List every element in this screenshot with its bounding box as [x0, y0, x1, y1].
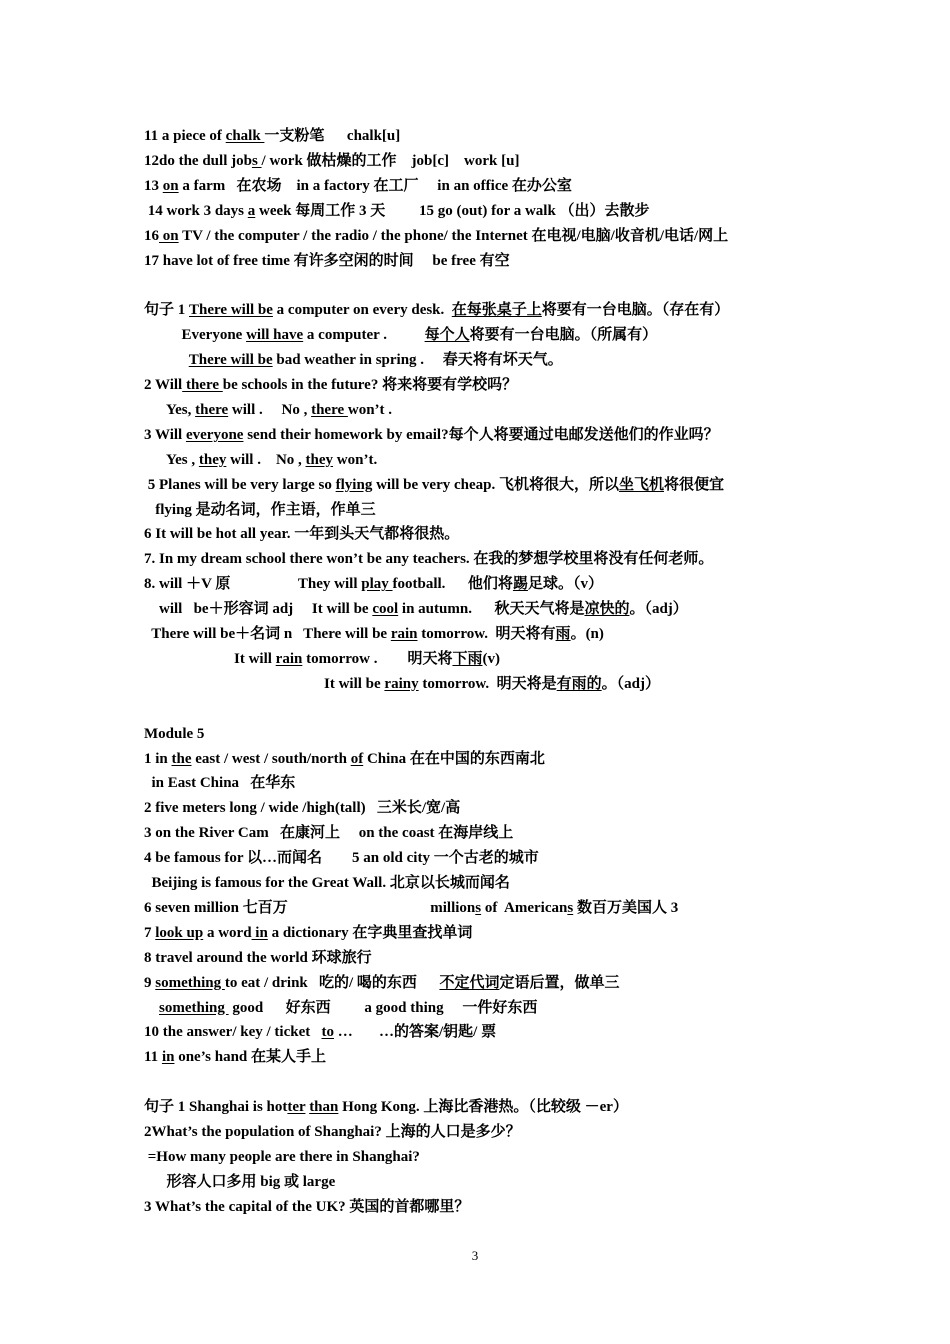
text-segment: good 好东西 a good thing 一件好东西	[228, 999, 538, 1016]
text-line	[144, 773, 295, 793]
text-segment: Hong Kong. 上海比香港热。（比较级 －er）	[338, 1099, 628, 1116]
text-segment: 将要有一台电脑。（所属有）	[469, 327, 658, 344]
text-segment: 。（adj）	[601, 675, 660, 692]
underlined-text: s	[475, 899, 482, 916]
text-line	[144, 1047, 326, 1067]
text-line	[144, 201, 650, 221]
text-segment: 16	[144, 227, 159, 244]
underlined-text: cool	[372, 601, 399, 618]
underlined-text: There will be	[189, 302, 273, 319]
text-segment: 定语后置，做单三	[499, 974, 620, 991]
text-line	[144, 948, 372, 968]
text-segment: Everyone	[144, 327, 247, 344]
text-segment: 3 What’s the capital of the UK? 英国的首都哪里？	[144, 1198, 470, 1215]
text-line	[144, 450, 377, 470]
text-segment: 11	[144, 1049, 162, 1066]
text-segment: will . No ,	[226, 451, 306, 468]
text-line	[144, 873, 510, 893]
text-segment: a word	[203, 924, 252, 941]
text-segment: 2 Will	[144, 377, 183, 393]
underlined-text: they	[198, 451, 227, 468]
text-line	[144, 1097, 628, 1117]
underlined-text: 下雨	[452, 650, 483, 667]
underlined-text: look up	[155, 924, 204, 941]
text-line	[144, 649, 500, 669]
text-segment: / work 做枯燥的工作 job[c] work [u]	[261, 152, 520, 169]
text-line	[144, 126, 400, 146]
text-segment: Beijing is famous for the Great Wall. 北京以长城而闻名	[144, 875, 510, 891]
text-segment	[144, 1000, 159, 1016]
text-segment: 12do the dull job	[144, 152, 252, 169]
text-segment: tomorrow. 明天将是	[418, 675, 557, 692]
underlined-text: there	[195, 401, 229, 418]
text-line	[144, 1022, 496, 1042]
text-segment: tomorrow. 明天将有	[417, 626, 556, 642]
underlined-text: 每个人	[424, 327, 470, 344]
underlined-text: everyone	[185, 426, 244, 443]
underlined-text: in	[251, 924, 268, 941]
underlined-text: the	[171, 750, 192, 767]
text-segment: of American	[481, 899, 568, 916]
text-line	[144, 500, 376, 520]
text-segment: It will be	[144, 675, 385, 692]
underlined-text: there	[182, 377, 223, 393]
text-line	[144, 350, 563, 370]
underlined-text: something	[155, 974, 225, 991]
text-line	[144, 724, 204, 744]
page-number: 3	[471, 1248, 479, 1263]
text-segment: 。（adj）	[629, 601, 688, 618]
text-segment: 一支粉笔 chalk[u]	[264, 128, 401, 144]
text-segment: won’t .	[347, 401, 393, 418]
underlined-text: 不定代词	[439, 974, 500, 991]
text-line	[144, 848, 539, 868]
text-segment: 句子 1	[144, 302, 190, 319]
text-segment: TV / the computer / the radio / the phone/ the Internet 在电视/电脑/收音机/电话/网上	[178, 227, 729, 244]
text-segment: 句子 1 Shanghai is hot	[144, 1099, 288, 1116]
text-line	[144, 823, 513, 843]
underlined-text: than	[309, 1099, 339, 1116]
underlined-text: There will be	[188, 352, 273, 369]
text-segment: Yes,	[144, 401, 196, 418]
text-line	[144, 599, 688, 619]
text-segment: 10 the answer/ key / ticket	[144, 1024, 322, 1041]
text-segment: one’s hand 在某人手上	[174, 1049, 327, 1066]
underlined-text: play	[361, 576, 393, 593]
text-segment: Module 5	[144, 725, 205, 742]
text-segment: 13	[144, 177, 163, 194]
underlined-text: they	[305, 451, 334, 468]
text-line	[144, 624, 604, 644]
text-segment: 6 seven million 七百万 million	[144, 899, 476, 916]
text-segment: … …的答案/钥匙/ 票	[333, 1024, 497, 1041]
text-segment: will be very cheap. 飞机将很大，所以	[372, 476, 619, 493]
text-segment: 5 Planes will be very large so	[144, 476, 336, 493]
text-line	[144, 1147, 420, 1167]
underlined-text: 有雨的	[556, 675, 602, 692]
text-segment: 7. In my dream school there won’t be any teachers. 在我的梦想学校里将没有任何老师。	[144, 551, 714, 568]
text-segment: 1 in	[144, 750, 172, 767]
underlined-text: 踢	[512, 576, 528, 593]
text-line	[144, 549, 713, 569]
text-segment: 9	[144, 974, 156, 991]
underlined-text: rain	[275, 650, 303, 667]
underlined-text: on	[159, 227, 179, 244]
underlined-text: rainy	[384, 675, 419, 692]
text-line	[144, 325, 657, 345]
text-segment: 将要有一台电脑。（存在有）	[541, 302, 730, 319]
text-segment: flying 是动名词，作主语，作单三	[144, 501, 376, 518]
text-segment: tomorrow . 明天将	[302, 650, 453, 667]
text-line	[144, 898, 678, 918]
underlined-text: 雨	[555, 626, 571, 642]
text-line	[144, 251, 510, 271]
text-segment: 将很便宜	[664, 476, 725, 493]
underlined-text: s	[567, 899, 574, 916]
text-line	[144, 1172, 335, 1192]
text-line	[144, 176, 572, 196]
text-line	[144, 923, 472, 943]
text-line	[144, 798, 460, 818]
text-segment: a dictionary 在字典里查找单词	[267, 924, 473, 941]
underlined-text: in	[161, 1049, 175, 1066]
text-segment: football. 他们将	[392, 576, 513, 593]
text-segment: 2What’s the population of Shanghai? 上海的人口是多少？	[144, 1124, 521, 1140]
text-segment: a computer on every desk.	[272, 302, 452, 319]
text-segment: won’t.	[333, 451, 378, 468]
text-segment: be schools in the future? 将来将要有学校吗？	[222, 377, 518, 393]
text-segment: 。(n)	[570, 626, 604, 642]
text-segment: a computer .	[303, 327, 425, 344]
text-segment: bad weather in spring . 春天将有坏天气。	[272, 352, 563, 369]
underlined-text: something	[159, 999, 229, 1016]
text-segment: 足球。（v）	[527, 576, 603, 593]
text-line	[144, 524, 459, 544]
text-segment: a farm 在农场 in a factory 在工厂 in an office 在办公室	[178, 177, 572, 194]
text-segment: send their homework by email?每个人将要通过电邮发送他们的作业吗？	[243, 426, 719, 443]
text-segment: week 每周工作 3 天 15 go (out) for a walk （出）去散步	[255, 202, 650, 219]
text-line	[144, 300, 729, 320]
text-segment: in East China 在华东	[144, 775, 296, 792]
text-line	[144, 400, 392, 420]
text-line	[144, 973, 619, 993]
underlined-text: 在每张桌子上	[451, 302, 542, 319]
text-segment: 3 on the River Cam 在康河上 on the coast 在海岸线上	[144, 825, 514, 842]
text-segment: =How many people are there in Shanghai?	[144, 1148, 420, 1165]
text-segment: 7	[144, 924, 156, 941]
text-segment: will . No ,	[228, 401, 312, 418]
text-line	[144, 998, 537, 1018]
text-segment: 数百万美国人 3	[573, 899, 679, 916]
underlined-text: to	[321, 1024, 334, 1041]
text-segment: China 在在中国的东西南北	[363, 750, 545, 767]
text-segment: 17 have lot of free time 有许多空闲的时间 be free 有空	[144, 252, 510, 269]
underlined-text: on	[162, 177, 179, 194]
text-segment: 3 Will	[144, 426, 186, 443]
underlined-text: of	[350, 750, 364, 767]
text-line	[144, 151, 519, 171]
text-segment: 8. will ＋V 原 They will	[144, 576, 362, 593]
underlined-text: s	[251, 152, 262, 169]
text-segment: (v)	[482, 650, 500, 667]
text-segment: 14 work 3 days	[144, 202, 248, 219]
underlined-text: a	[247, 202, 256, 219]
text-line	[144, 1197, 469, 1217]
text-segment: 8 travel around the world 环球旅行	[144, 949, 372, 966]
text-segment: 2 five meters long / wide /high(tall) 三米长/宽/高	[144, 800, 461, 817]
underlined-text: there	[311, 401, 348, 418]
text-segment	[144, 352, 189, 368]
text-line	[144, 475, 724, 495]
text-line	[144, 226, 728, 246]
text-segment: Yes ,	[144, 451, 199, 468]
text-segment: east / west / south/north	[191, 750, 351, 767]
text-segment: in autumn. 秋天天气将是	[398, 601, 585, 618]
text-segment: 11 a piece of	[144, 128, 226, 144]
text-segment: It will	[144, 650, 276, 667]
text-segment: to eat / drink 吃的/ 喝的东西	[224, 974, 440, 991]
text-segment: will be＋形容词 adj It will be	[144, 601, 373, 618]
underlined-text: 坐飞机	[618, 476, 664, 493]
text-line	[144, 749, 545, 769]
underlined-text: will have	[246, 327, 304, 344]
text-line	[144, 375, 517, 395]
underlined-text: ter	[287, 1099, 306, 1116]
text-line	[144, 1122, 521, 1142]
text-segment: There will be＋名词 n There will be	[144, 626, 391, 642]
text-line	[144, 574, 603, 594]
underlined-text: flying	[335, 476, 373, 493]
text-line	[144, 425, 719, 445]
underlined-text: 凉快的	[584, 601, 630, 618]
text-segment: 6 It will be hot all year. 一年到头天气都将很热。	[144, 526, 460, 543]
text-line	[144, 674, 660, 694]
text-segment: 4 be famous for 以…而闻名 5 an old city 一个古老的城市	[144, 850, 539, 867]
text-segment: 形容人口多用 big 或 large	[144, 1173, 336, 1190]
underlined-text: chalk	[225, 128, 265, 144]
underlined-text: rain	[390, 626, 418, 642]
